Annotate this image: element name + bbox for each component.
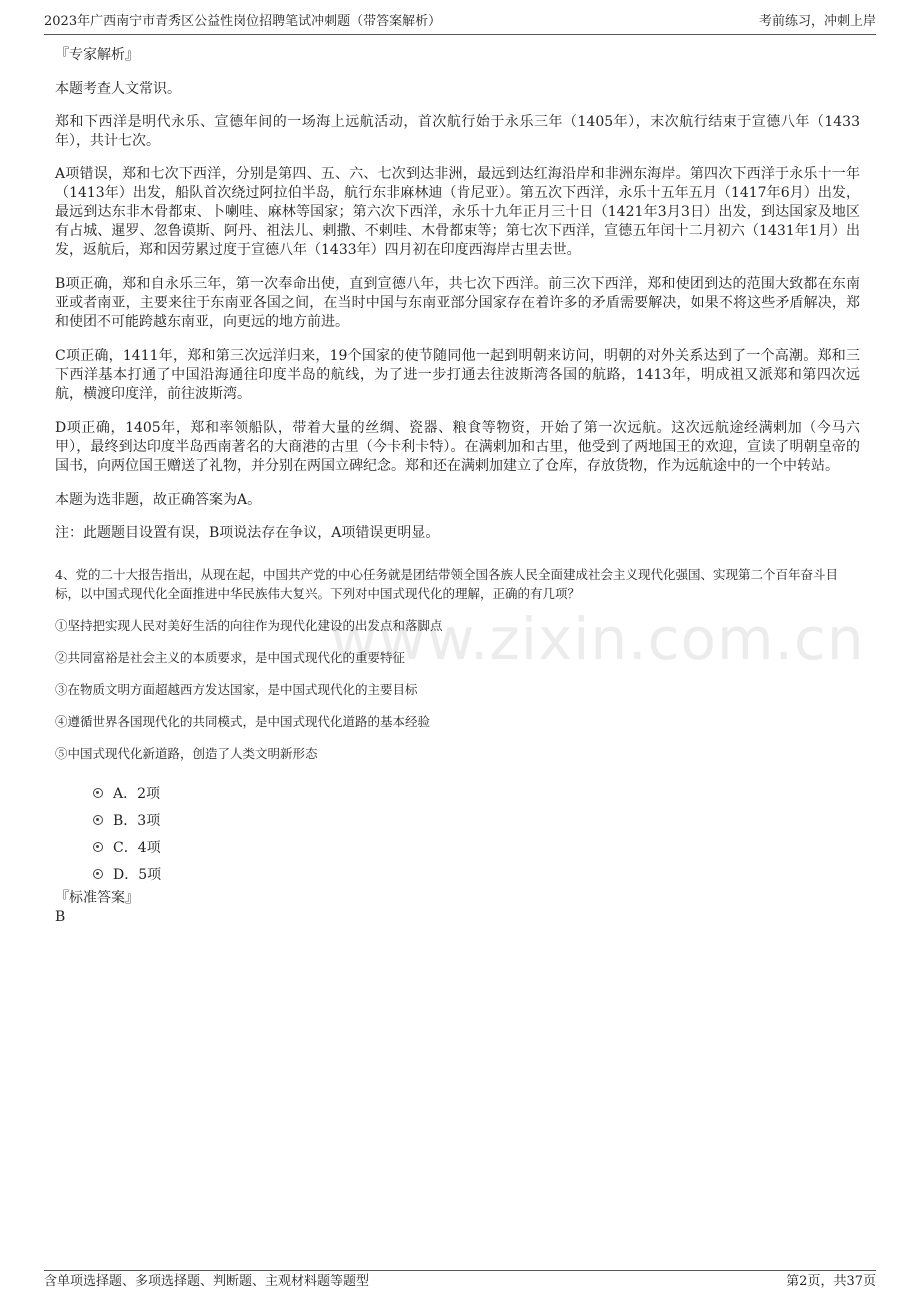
answer-value: B bbox=[55, 909, 66, 925]
option-c[interactable] bbox=[93, 833, 860, 860]
radio-icon[interactable] bbox=[93, 815, 103, 825]
analysis-conclusion: 本题为选非题，故正确答案为A。 bbox=[55, 492, 262, 508]
radio-icon[interactable] bbox=[93, 869, 103, 879]
header-title: 2023年广西南宁市青秀区公益性岗位招聘笔试冲刺题（带答案解析） bbox=[44, 14, 442, 29]
option-label: D．5项 bbox=[113, 866, 162, 883]
option-b[interactable] bbox=[93, 806, 860, 833]
option-label: C．4项 bbox=[113, 839, 161, 856]
analysis-intro: 本题考查人文常识。 bbox=[55, 81, 181, 97]
analysis-paragraph: B项正确，郑和自永乐三年，第一次奉命出使，直到宣德八年，共七次下西洋。前三次下西洋，郑和使团到达的范围大致都在东南亚或者南亚，主要来往于东南亚各国之间，在当时中国与东南亚部分国家存在着许多的矛盾需要解决，如果不将这些矛盾解决，郑和使团不可能跨越东南亚，向更远的地方前进。 bbox=[55, 276, 860, 330]
statement-5: ⑤中国式现代化新道路，创造了人类文明新形态 bbox=[55, 746, 318, 761]
option-label: B．3项 bbox=[113, 812, 161, 829]
option-d[interactable] bbox=[93, 860, 860, 887]
statement-3: ③在物质文明方面超越西方发达国家，是中国式现代化的主要目标 bbox=[55, 682, 418, 697]
answer-heading: 『标准答案』 bbox=[55, 890, 139, 906]
page-number: 第2页，共37页 bbox=[786, 1274, 876, 1289]
radio-icon[interactable] bbox=[93, 788, 103, 798]
statement-1: ①坚持把实现人民对美好生活的向往作为现代化建设的出发点和落脚点 bbox=[55, 618, 443, 633]
analysis-paragraph: 郑和下西洋是明代永乐、宣德年间的一场海上远航活动，首次航行始于永乐三年（1405年），末次航行结束于宣德八年（1433年），共计七次。 bbox=[55, 114, 860, 149]
page-header bbox=[44, 10, 876, 35]
analysis-paragraph: D项正确，1405年，郑和率领船队，带着大量的丝绸、瓷器、粮食等物资，开始了第一次远航。这次远航途经满剌加（今马六甲），最终到达印度半岛西南著名的大商港的古里（今卡利卡特）。在满剌加和古里，他受到了两地国王的欢迎，宣读了明朝皇帝的国书，向两位国王赠送了礼物，并分别在两国立碑纪念。郑和还在满剌加建立了仓库，存放货物，作为远航途中的一个中转站。 bbox=[55, 420, 860, 474]
footer-question-types: 含单项选择题、多项选择题、判断题、主观材料题等题型 bbox=[44, 1274, 370, 1289]
page-footer bbox=[44, 1270, 876, 1293]
option-a[interactable] bbox=[93, 779, 860, 806]
watermark: www.zixin.com.cn bbox=[330, 605, 865, 673]
question-stem: 4、党的二十大报告指出，从现在起，中国共产党的中心任务就是团结带领全国各族人民全面建成社会主义现代化强国、实现第二个百年奋斗目标，以中国式现代化全面推进中华民族伟大复兴。下列对中国式现代化的理解，正确的有几项？ bbox=[55, 567, 838, 601]
statement-2: ②共同富裕是社会主义的本质要求，是中国式现代化的重要特征 bbox=[55, 650, 406, 665]
page-content bbox=[55, 42, 860, 927]
radio-icon[interactable] bbox=[93, 842, 103, 852]
analysis-note: 注：此题题目设置有误，B项说法存在争议，A项错误更明显。 bbox=[55, 525, 440, 541]
option-label: A．2项 bbox=[113, 785, 161, 802]
analysis-paragraph: C项正确，1411年，郑和第三次远洋归来，19个国家的使节随同他一起到明朝来访问，明朝的对外关系达到了一个高潮。郑和三下西洋基本打通了中国沿海通往印度半岛的航线，为了进一步打通去往波斯湾各国的航路，1413年，明成祖又派郑和第四次远航，横渡印度洋，前往波斯湾。 bbox=[55, 348, 860, 402]
statement-4: ④遵循世界各国现代化的共同模式，是中国式现代化道路的基本经验 bbox=[55, 714, 431, 729]
header-slogan: 考前练习，冲刺上岸 bbox=[758, 14, 876, 29]
options-group bbox=[55, 779, 860, 887]
analysis-paragraph: A项错误，郑和七次下西洋，分别是第四、五、六、七次到达非洲，最远到达红海沿岸和非洲东海岸。第四次下西洋于永乐十一年（1413年）出发，船队首次绕过阿拉伯半岛，航行东非麻林迪（肯尼亚）。第五次下西洋，永乐十五年五月（1417年6月）出发，最远到达东非木骨都束、卜喇哇、麻林等国家；第六次下西洋，永乐十九年正月三十日（1421年3月3日）出发，到达国家及地区有占城、暹罗、忽鲁谟斯、阿丹、祖法儿、剌撒、不剌哇、木骨都束等；第七次下西洋，宣德五年闰十二月初六（1431年1月）出发，返航后，郑和因劳累过度于宣德八年（1433年）四月初在印度西海岸古里去世。 bbox=[55, 166, 860, 258]
analysis-heading: 『专家解析』 bbox=[55, 47, 139, 63]
